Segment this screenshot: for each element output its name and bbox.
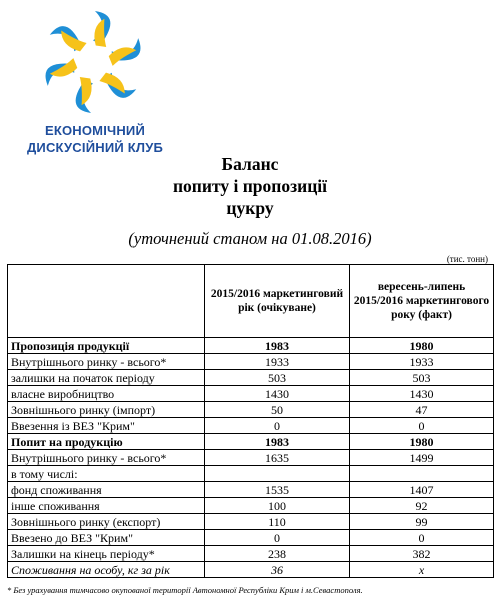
title-line3: цукру: [226, 198, 274, 218]
row-value-col1: [205, 466, 350, 482]
row-value-col1: 36: [205, 562, 350, 578]
table-row: [8, 562, 494, 578]
row-value-col1: 50: [205, 402, 350, 418]
table-row: [8, 434, 494, 450]
org-name-line2: ДИСКУСІЙНИЙ КЛУБ: [26, 140, 164, 155]
table-row: [8, 338, 494, 354]
row-label: Пропозиція продукції: [8, 338, 205, 354]
row-value-col1: 1635: [205, 450, 350, 466]
row-value-col2: 47: [350, 402, 494, 418]
row-value-col1: 503: [205, 370, 350, 386]
title-line2: попиту і пропозиції: [172, 176, 328, 196]
row-value-col1: 110: [205, 514, 350, 530]
table-row: [8, 450, 494, 466]
row-label: залишки на початок періоду: [8, 370, 205, 386]
table-row: [8, 530, 494, 546]
row-value-col1: 100: [205, 498, 350, 514]
row-value-col1: 238: [205, 546, 350, 562]
row-label: власне виробництво: [8, 386, 205, 402]
row-label: Попит на продукцію: [8, 434, 205, 450]
row-label: Залишки на кінець періоду*: [8, 546, 205, 562]
row-value-col2: 0: [350, 530, 494, 546]
emblem-yellow-petal: [68, 74, 98, 107]
table-row: [8, 418, 494, 434]
row-value-col2: 382: [350, 546, 494, 562]
row-value-col1: 0: [205, 530, 350, 546]
title-line1: Баланс: [221, 154, 279, 174]
page-subtitle: (уточнений станом на 01.08.2016): [128, 229, 372, 248]
row-label: Зовнішнього ринку (експорт): [8, 514, 205, 530]
table-row: [8, 370, 494, 386]
row-value-col2: 1933: [350, 354, 494, 370]
row-value-col1: 0: [205, 418, 350, 434]
row-label: інше споживання: [8, 498, 205, 514]
footnote: * Без урахування тимчасово окупованої території Автономної Республіки Крим і м.Севастополя.: [7, 585, 363, 595]
row-label: Споживання на особу, кг за рік: [8, 562, 205, 578]
row-label: Внутрішнього ринку - всього*: [8, 354, 205, 370]
row-label: Ввезення із ВЕЗ "Крим": [8, 418, 205, 434]
row-value-col2: 503: [350, 370, 494, 386]
table-header-row: [8, 265, 494, 338]
table-row: [8, 482, 494, 498]
row-label: Внутрішнього ринку - всього*: [8, 450, 205, 466]
club-emblem-icon: [38, 8, 148, 116]
header-col1: 2015/2016 маркетинговий рік (очікуване): [205, 265, 350, 338]
table-row: [8, 498, 494, 514]
units-label: (тис. тонн): [446, 254, 488, 264]
row-label: в тому числі:: [8, 466, 205, 482]
row-value-col2: 1430: [350, 386, 494, 402]
table-row: [8, 354, 494, 370]
balance-table: [7, 264, 494, 578]
header-empty-cell: [8, 265, 205, 338]
org-name: [10, 122, 180, 156]
table-row: [8, 386, 494, 402]
emblem-yellow-petal: [88, 17, 118, 50]
row-value-col2: 0: [350, 418, 494, 434]
row-label: Ввезено до ВЕЗ "Крим": [8, 530, 205, 546]
row-value-col2: 1980: [350, 434, 494, 450]
org-name-line1: ЕКОНОМІЧНИЙ: [44, 123, 146, 138]
table-row: [8, 466, 494, 482]
row-value-col1: 1983: [205, 434, 350, 450]
row-value-col1: 1430: [205, 386, 350, 402]
row-value-col2: 92: [350, 498, 494, 514]
row-value-col2: х: [350, 562, 494, 578]
table-row: [8, 546, 494, 562]
row-value-col2: 1499: [350, 450, 494, 466]
header-col2: вересень-липень 2015/2016 маркетингового року (факт): [350, 265, 494, 338]
row-value-col2: [350, 466, 494, 482]
row-value-col1: 1983: [205, 338, 350, 354]
row-value-col1: 1535: [205, 482, 350, 498]
row-value-col2: 99: [350, 514, 494, 530]
page-title: [0, 153, 500, 219]
row-label: Зовнішнього ринку (імпорт): [8, 402, 205, 418]
row-value-col2: 1407: [350, 482, 494, 498]
row-value-col2: 1980: [350, 338, 494, 354]
row-label: фонд споживання: [8, 482, 205, 498]
table-row: [8, 402, 494, 418]
table-row: [8, 514, 494, 530]
row-value-col1: 1933: [205, 354, 350, 370]
logo: [10, 8, 170, 158]
